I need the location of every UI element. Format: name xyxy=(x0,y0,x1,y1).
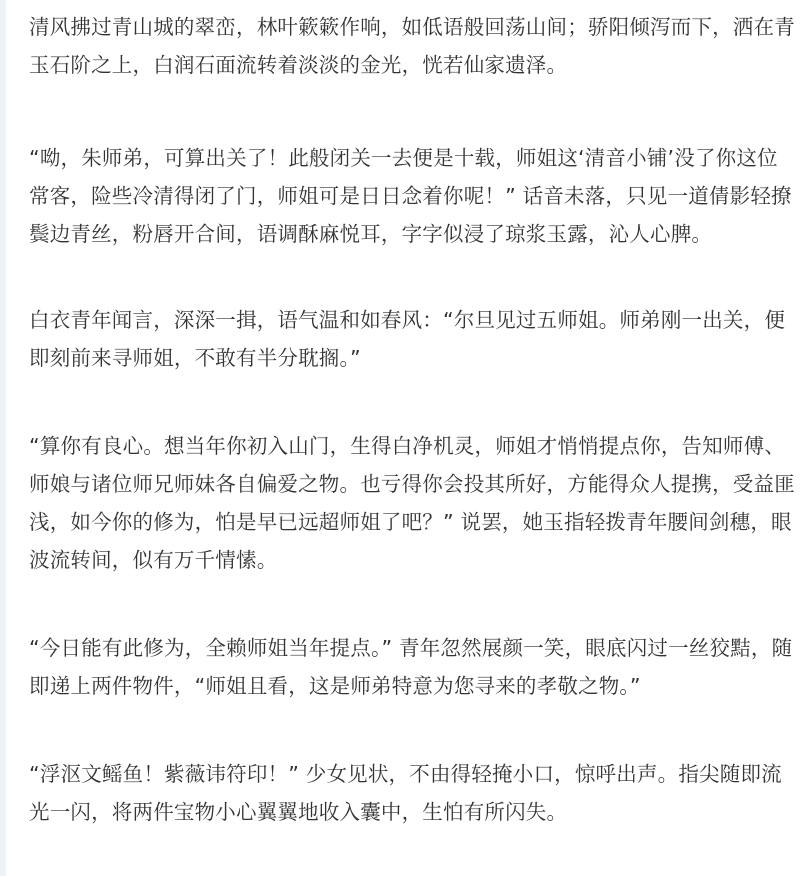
paragraph-6: “浮沤文鳐鱼！紫薇讳符印！” 少女见状，不由得轻掩小口，惊呼出声。指尖随即流光一闪，将两件宝物小心翼翼地收入囊中，生怕有所闪失。 xyxy=(29,762,782,824)
article-body xyxy=(29,8,795,831)
paragraph-4: “算你有良心。想当年你初入山门，生得白净机灵，师姐才悄悄提点你，告知师傅、师娘与诸位师兄师妹各自偏爱之物。也亏得你会投其所好，方能得众人提携，受益匪浅，如今你的修为，怕是早已远超师姐了吧？” 说罢，她玉指轻拨青年腰间剑穗，眼波流转间，似有万千情愫。 xyxy=(29,434,795,572)
paragraph-2: “呦，朱师弟，可算出关了！此般闭关一去便是十载，师姐这‘清音小铺’没了你这位常客，险些冷清得闭了门，师姐可是日日念着你呢！” 话音未落，只见一道倩影轻撩鬓边青丝，粉唇开合间，语调酥麻悦耳，字字似浸了琼浆玉露，沁人心脾。 xyxy=(29,146,792,246)
paragraph-1: 清风拂过青山城的翠峦，林叶簌簌作响，如低语般回荡山间；骄阳倾泻而下，洒在青玉石阶之上，白润石面流转着淡淡的金光，恍若仙家遗泽。 xyxy=(29,15,795,77)
left-border xyxy=(0,0,6,876)
paragraph-3: 白衣青年闻言，深深一揖，语气温和如春风：“尔旦见过五师姐。师弟刚一出关，便即刻前来寻师姐，不敢有半分耽搁。” xyxy=(29,308,786,370)
paragraph-5: “今日能有此修为，全赖师姐当年提点。” 青年忽然展颜一笑，眼底闪过一丝狡黠，随即递上两件物件，“师姐且看，这是师弟特意为您寻来的孝敬之物。” xyxy=(29,636,793,698)
